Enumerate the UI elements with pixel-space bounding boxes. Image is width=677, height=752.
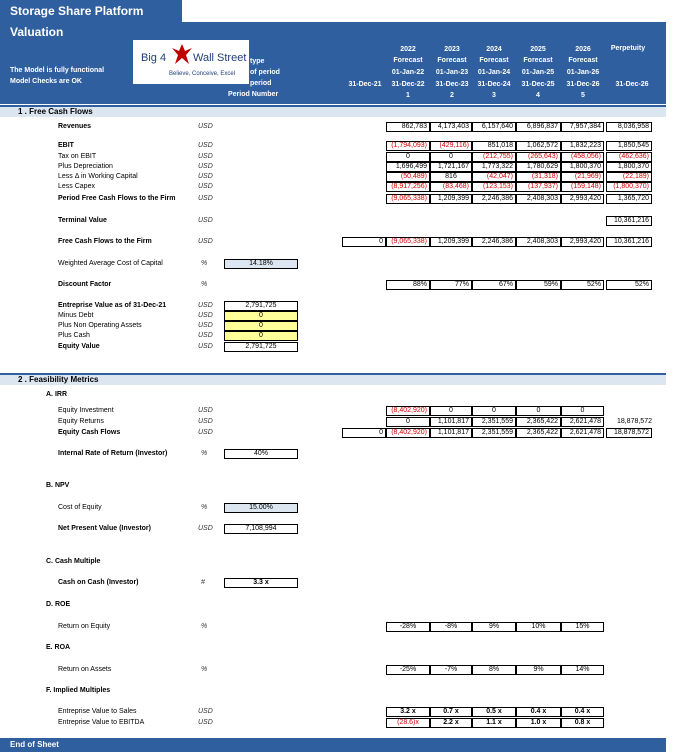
col-end: 31-Dec-22 (391, 81, 425, 88)
logo-text-big4: Big 4 (141, 52, 167, 64)
row-label-equity-returns: Equity Returns (58, 418, 104, 425)
cell-roa[interactable]: 9% (516, 665, 561, 675)
row-unit: USD (198, 322, 213, 329)
cell-equity-cf[interactable]: 1,101,817 (430, 428, 472, 438)
row-label-cost-of-equity: Cost of Equity (58, 504, 102, 511)
row-unit: USD (198, 719, 213, 726)
cell-equity-value[interactable]: 2,791,725 (224, 342, 298, 352)
row-label-period-fcff: Period Free Cash Flows to the Firm (58, 195, 176, 202)
cell-equity-returns[interactable]: 0 (386, 417, 430, 427)
col-perpetuity-end: 31-Dec-26 (615, 81, 649, 88)
cell-ev-ebitda[interactable]: (28.6)x (386, 718, 430, 728)
row-label-equity-investment: Equity Investment (58, 407, 114, 414)
cell-depreciation[interactable]: 1,696,499 (386, 162, 430, 172)
cell-working-capital[interactable]: (22,189) (606, 172, 652, 182)
col-start: 01-Jan-22 (391, 69, 425, 76)
row-unit: USD (198, 238, 213, 245)
cell-equity-investment[interactable]: 0 (561, 406, 604, 416)
cell-discount[interactable]: 52% (606, 280, 652, 290)
cell-cash-input[interactable]: 0 (224, 331, 298, 341)
row-unit: % (201, 450, 208, 457)
cell-tax[interactable]: 0 (430, 152, 472, 162)
subsection-irr: A. IRR (46, 391, 67, 398)
cell-wacc-input[interactable]: 14.18% (224, 259, 298, 269)
row-unit: USD (198, 302, 213, 309)
cell-fcff[interactable]: 2,408,303 (516, 237, 561, 247)
row-unit: % (201, 281, 208, 288)
cell-equity-cf-base[interactable]: 0 (342, 428, 386, 438)
row-unit: % (201, 666, 208, 673)
row-unit: USD (198, 142, 213, 149)
col-period: 2 (450, 92, 454, 99)
row-label-roa: Return on Assets (58, 666, 112, 673)
row-label-ebit: EBIT (58, 142, 74, 149)
cell-period-fcff[interactable]: 2,993,420 (561, 194, 604, 204)
row-unit: USD (198, 173, 213, 180)
section-feasibility-metrics: 2 . Feasibility Metrics (0, 373, 666, 385)
model-note-2: Model Checks are OK (10, 78, 82, 85)
cell-discount[interactable]: 59% (516, 280, 561, 290)
row-label-tax: Tax on EBIT (58, 153, 97, 160)
cell-depreciation[interactable]: 1,800,370 (606, 162, 652, 172)
row-label-working-capital: Less Δ in Working Capital (58, 173, 138, 180)
col-type: Forecast (523, 57, 553, 64)
cell-fcff[interactable]: 2,993,420 (561, 237, 604, 247)
cell-roe[interactable]: -8% (430, 622, 472, 632)
row-label-equity-cash-flows: Equity Cash Flows (58, 429, 121, 436)
cell-period-fcff[interactable]: 2,408,303 (516, 194, 561, 204)
row-label-terminal-value: Terminal Value (58, 217, 107, 224)
row-unit: % (201, 623, 208, 630)
cell-tax[interactable]: (265,643) (516, 152, 561, 162)
col-end: 31-Dec-24 (477, 81, 511, 88)
row-label-non-operating-assets: Plus Non Operating Assets (58, 322, 142, 329)
row-label-irr: Internal Rate of Return (Investor) (58, 450, 168, 457)
row-label-ev-ebitda: Entreprise Value to EBITDA (58, 719, 145, 726)
col-type: Forecast (393, 57, 423, 64)
cell-equity-returns[interactable]: 2,351,559 (472, 417, 516, 427)
row-unit: USD (198, 407, 213, 414)
col-start: 01-Jan-24 (477, 69, 511, 76)
cell-depreciation[interactable]: 1,780,629 (516, 162, 561, 172)
col-period: 3 (492, 92, 496, 99)
cell-period-fcff[interactable]: 1,365,720 (606, 194, 652, 204)
subsection-cash-multiple: C. Cash Multiple (46, 558, 101, 565)
cell-tax[interactable]: (212,755) (472, 152, 516, 162)
cell-discount[interactable]: 77% (430, 280, 472, 290)
row-unit: USD (198, 153, 213, 160)
col-year: 2026 (575, 46, 591, 53)
cell-ev-ebitda[interactable]: 0.8 x (561, 718, 604, 728)
row-label-ev-sales: Entreprise Value to Sales (58, 708, 137, 715)
cell-ev-sales[interactable]: 3.2 x (386, 707, 430, 717)
cell-depreciation[interactable]: 1,800,370 (561, 162, 604, 172)
cell-ebit[interactable]: (1,794,093) (386, 141, 430, 151)
cell-discount[interactable]: 88% (386, 280, 430, 290)
cell-equity-returns[interactable]: 1,101,817 (430, 417, 472, 427)
eagle-icon (171, 42, 193, 66)
cell-capex[interactable]: (123,153) (472, 182, 516, 192)
cell-equity-investment[interactable]: (8,402,920) (386, 406, 430, 416)
cell-ebit[interactable]: 1,850,545 (606, 141, 652, 151)
cell-cost-of-equity-input[interactable]: 15.00% (224, 503, 298, 513)
cell-discount[interactable]: 52% (561, 280, 604, 290)
cell-tax[interactable]: 0 (386, 152, 430, 162)
cell-equity-returns[interactable]: 2,365,422 (516, 417, 561, 427)
cell-capex[interactable]: (1,800,370) (606, 182, 652, 192)
row-label-capex: Less Capex (58, 183, 95, 190)
cell-tax[interactable]: (462,636) (606, 152, 652, 162)
row-label-depreciation: Plus Depreciation (58, 163, 113, 170)
cell-revenue[interactable]: 6,896,837 (516, 122, 561, 132)
cell-revenue[interactable]: 4,173,403 (430, 122, 472, 132)
row-label-roe: Return on Equity (58, 623, 111, 630)
cell-working-capital[interactable]: (50,489) (386, 172, 430, 182)
row-label-discount-factor: Discount Factor (58, 281, 112, 288)
cell-period-fcff[interactable]: 1,209,399 (430, 194, 472, 204)
cell-depreciation[interactable]: 1,721,167 (430, 162, 472, 172)
cell-capex[interactable]: (159,148) (561, 182, 604, 192)
cell-ev-sales[interactable]: 0.4 x (561, 707, 604, 717)
cell-equity-returns-perpetuity: 18,878,572 (616, 418, 652, 425)
cell-working-capital[interactable]: (21,969) (561, 172, 604, 182)
label-period-number: Period Number (228, 91, 279, 98)
cell-fcff-base[interactable]: 0 (342, 237, 386, 247)
col-end: 31-Dec-23 (435, 81, 469, 88)
cell-equity-cf[interactable]: 2,365,422 (516, 428, 561, 438)
cell-equity-investment[interactable]: 0 (430, 406, 472, 416)
cell-discount[interactable]: 67% (472, 280, 516, 290)
label-of-period: of period (250, 69, 280, 76)
row-label-minus-debt: Minus Debt (58, 312, 94, 319)
cell-roa[interactable]: 8% (472, 665, 516, 675)
row-label-fcff: Free Cash Flows to the Firm (58, 238, 152, 245)
cell-ebit[interactable]: 1,832,223 (561, 141, 604, 151)
row-label-enterprise-value: Entreprise Value as of 31-Dec-21 (58, 302, 167, 309)
label-type: type (250, 58, 265, 65)
row-label-wacc: Weighted Average Cost of Capital (58, 260, 163, 267)
cell-period-fcff[interactable]: 2,246,386 (472, 194, 516, 204)
col-type: Forecast (479, 57, 509, 64)
col-start: 01-Jan-26 (566, 69, 600, 76)
cell-equity-investment[interactable]: 0 (516, 406, 561, 416)
logo-text-wallstreet: Wall Street (193, 52, 247, 64)
row-unit: USD (198, 183, 213, 190)
cell-fcff[interactable]: (9,065,338) (386, 237, 430, 247)
cell-fcff[interactable]: 2,246,386 (472, 237, 516, 247)
title-bar: Storage Share Platform (0, 0, 182, 22)
cell-roa[interactable]: -7% (430, 665, 472, 675)
col-period: 4 (536, 92, 540, 99)
cell-ev-ebitda[interactable]: 1.0 x (516, 718, 561, 728)
big4-logo (133, 40, 249, 84)
cell-ev-sales[interactable]: 0.4 x (516, 707, 561, 717)
col-type: Forecast (568, 57, 598, 64)
row-label-equity-value: Equity Value (58, 343, 100, 350)
subsection-roe: D. ROE (46, 601, 71, 608)
cell-equity-cf[interactable]: (8,402,920) (386, 428, 430, 438)
cell-roe[interactable]: -28% (386, 622, 430, 632)
row-unit: # (201, 579, 205, 586)
cell-fcff[interactable]: 10,361,216 (606, 237, 652, 247)
cell-equity-cf[interactable]: 2,621,478 (561, 428, 604, 438)
row-unit: USD (198, 123, 213, 130)
cell-roa[interactable]: -25% (386, 665, 430, 675)
cell-equity-cf[interactable]: 18,878,572 (606, 428, 652, 438)
col-end: 31-Dec-25 (521, 81, 555, 88)
subsection-npv: B. NPV (46, 482, 70, 489)
cell-working-capital[interactable]: (42,047) (472, 172, 516, 182)
col-year: 2024 (486, 46, 502, 53)
row-unit: USD (198, 332, 213, 339)
row-unit: USD (198, 217, 213, 224)
cell-debt-input[interactable]: 0 (224, 311, 298, 321)
cell-roe[interactable]: 9% (472, 622, 516, 632)
cell-equity-cf[interactable]: 2,351,559 (472, 428, 516, 438)
cell-revenue[interactable]: 862,783 (386, 122, 430, 132)
col-start: 01-Jan-25 (521, 69, 555, 76)
row-unit: USD (198, 708, 213, 715)
cell-ev-ebitda[interactable]: 2.2 x (430, 718, 472, 728)
cell-npv[interactable]: 7,108,994 (224, 524, 298, 534)
cell-roe[interactable]: 10% (516, 622, 561, 632)
row-label-npv: Net Present Value (Investor) (58, 525, 151, 532)
cell-depreciation[interactable]: 1,773,322 (472, 162, 516, 172)
label-period: period (250, 80, 272, 87)
cell-cash-on-cash[interactable]: 3.3 x (224, 578, 298, 588)
row-unit: USD (198, 525, 213, 532)
cell-working-capital[interactable]: (31,318) (516, 172, 561, 182)
cell-ev-sales[interactable]: 0.5 x (472, 707, 516, 717)
cell-period-fcff[interactable]: (9,065,338) (386, 194, 430, 204)
model-note-1: The Model is fully functional (10, 67, 105, 74)
col-perpetuity: Perpetuity (610, 45, 646, 52)
col-base-end: 31-Dec-21 (348, 81, 382, 88)
end-of-sheet-bar: End of Sheet (0, 738, 666, 752)
row-unit: USD (198, 195, 213, 202)
row-label-plus-cash: Plus Cash (58, 332, 90, 339)
col-year: 2023 (444, 46, 460, 53)
row-unit: % (201, 504, 208, 511)
row-unit: USD (198, 418, 213, 425)
cell-ev-ebitda[interactable]: 1.1 x (472, 718, 516, 728)
cell-fcff[interactable]: 1,209,399 (430, 237, 472, 247)
cell-ebit[interactable]: (429,116) (430, 141, 472, 151)
cell-equity-investment[interactable]: 0 (472, 406, 516, 416)
col-end: 31-Dec-26 (566, 81, 600, 88)
row-unit: USD (198, 343, 213, 350)
col-year: 2022 (400, 46, 416, 53)
col-period: 5 (581, 92, 585, 99)
cell-revenue[interactable]: 7,957,384 (561, 122, 604, 132)
subsection-roa: E. ROA (46, 644, 71, 651)
col-year: 2025 (530, 46, 546, 53)
cell-capex[interactable]: (83,468) (430, 182, 472, 192)
row-label-cash-on-cash: Cash on Cash (Investor) (58, 579, 139, 586)
row-unit: % (201, 260, 208, 267)
cell-ebit[interactable]: 851,018 (472, 141, 516, 151)
cell-irr[interactable]: 40% (224, 449, 298, 459)
row-unit: USD (198, 163, 213, 170)
col-start: 01-Jan-23 (435, 69, 469, 76)
cell-enterprise-value[interactable]: 2,791,725 (224, 301, 298, 311)
cell-non-operating-input[interactable]: 0 (224, 321, 298, 331)
cell-roe[interactable]: 15% (561, 622, 604, 632)
cell-equity-returns[interactable]: 2,621,478 (561, 417, 604, 427)
subsection-implied-multiples: F. Implied Multiples (46, 687, 111, 694)
cell-capex[interactable]: (8,917,256) (386, 182, 430, 192)
cell-roa[interactable]: 14% (561, 665, 604, 675)
cell-revenue[interactable]: 8,036,958 (606, 122, 652, 132)
cell-ev-sales[interactable]: 0.7 x (430, 707, 472, 717)
col-type: Forecast (437, 57, 467, 64)
cell-capex[interactable]: (137,937) (516, 182, 561, 192)
cell-revenue[interactable]: 6,157,640 (472, 122, 516, 132)
page-subtitle: Valuation (10, 25, 64, 39)
cell-terminal-value[interactable]: 10,361,216 (606, 216, 652, 226)
row-label-revenues: Revenues (58, 123, 92, 130)
row-unit: USD (198, 429, 213, 436)
cell-tax[interactable]: (458,056) (561, 152, 604, 162)
cell-ebit[interactable]: 1,062,572 (516, 141, 561, 151)
row-unit: USD (198, 312, 213, 319)
cell-working-capital[interactable]: 816 (430, 172, 472, 182)
col-period: 1 (406, 92, 410, 99)
logo-tagline: Believe, Conceive, Excel (169, 71, 236, 77)
section-free-cash-flows: 1 . Free Cash Flows (0, 105, 666, 117)
